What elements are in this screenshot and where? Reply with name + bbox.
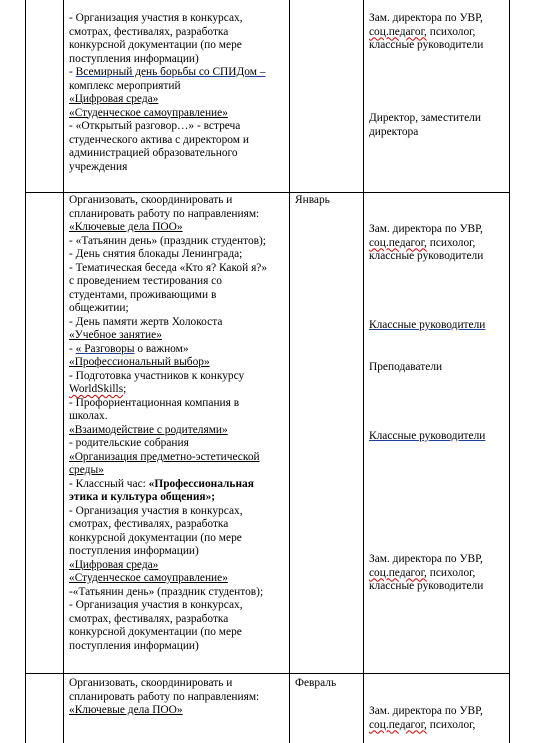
row2-line: WorldSkills; [69,383,127,395]
row1-line: - «Открытый разговор…» - встреча [69,120,241,132]
resp-line: соц.педагог, психолог, [369,718,476,731]
row2-section-heading: «Учебное занятие» [69,329,162,341]
resp-line: соц.педагог, психолог, [369,566,476,579]
resp-soc-ped: соц.педагог, [369,718,427,731]
row1-line: - Организация участия в конкурсах, [69,12,243,24]
resp-line: Зам. директора по УВР, [369,705,483,717]
row3-line: Организовать, скоординировать и [69,677,233,689]
row1-line: смотрах, фестивалях, разработка [69,25,229,38]
row1-line: студенческого актива с директором и [69,133,249,146]
resp-line: Директор, заместители [369,112,481,124]
row1-line: поступления информации) [69,52,199,65]
row3-content [69,677,259,718]
row3-month: Февраль [295,677,337,689]
row2-line: - «Татьянин день» (праздник студентов); [69,234,266,247]
row1-responsible-b [369,112,481,139]
row2-line: спланировать работу по направлениям: [69,207,260,220]
resp-line: соц.педагог, психолог, [369,236,476,249]
row3-line: спланировать работу по направлениям: [69,690,260,703]
row2-section-heading: «Организация предметно-эстетической [69,450,260,463]
resp-line: соц.педагог, психолог, [369,25,476,38]
row2-line: поступления информации) [69,639,199,652]
column-divider-1 [63,0,64,743]
row1-line: конкурсной документации (по мере [69,39,242,51]
row2-line: - « Разговоры о важном» [69,342,189,355]
row2-section-heading: «Цифровая среда» [69,558,159,571]
row2-line: - Профориентационная компания в [69,396,240,409]
row2-line: - Организация участия в конкурсах, [69,504,243,517]
resp-line: директора [369,125,419,138]
row2-line: поступления информации) [69,545,199,557]
row2-line: этика и культура общения»; [69,491,216,503]
row2-line: конкурсной документации (по мере [69,626,242,638]
row2-responsible-c: Преподаватели [369,361,443,373]
row2-line: студентами, проживающими в [69,288,217,301]
row2-responsible-e [369,553,483,594]
resp-line: Зам. директора по УВР, [369,553,483,565]
row1-line: - Всемирный день борьбы со СПИДом – [69,66,266,78]
row2-line: - Классный час: «Профессиональная [69,477,254,490]
row2-line: - Тематическая беседа «Кто я? Какой я?» [69,261,268,274]
row2-line: Организовать, скоординировать и [69,194,233,206]
resp-line: классные руководители [369,250,484,262]
row3-responsible-a [369,705,483,732]
row2-month: Январь [295,194,330,206]
row-divider-1 [25,192,510,193]
resp-line: классные руководители [369,39,484,51]
row2-worldskills: WorldSkills [69,383,124,395]
row1-line: администрацией образовательного [69,147,238,159]
resp-line: классные руководители [369,580,484,592]
row2-line: -«Татьянин день» (праздник студентов); [69,585,264,598]
row1-responsible-a [369,12,483,53]
row2-talks-link: « Разговоры [75,342,135,355]
row3-section-heading: «Ключевые дела ПОО» [69,704,183,716]
row2-line: смотрах, фестивалях, разработка [69,518,229,530]
row2-section-heading: среды» [69,464,104,476]
row2-section-heading: «Взаимодействие с родителями» [69,423,228,436]
row1-section-heading: «Студенческое самоуправление» [69,106,228,119]
resp-soc-ped: соц.педагог, [369,236,427,249]
row2-line: - родительские собрания [69,437,189,449]
row2-line: - Подготовка участников к конкурсу [69,369,245,382]
row2-section-heading: «Ключевые дела ПОО» [69,221,183,233]
row2-line: - День снятия блокады Ленинграда; [69,248,243,260]
column-divider-2 [289,0,290,743]
row2-responsible-b: Классные руководители [369,319,486,331]
row2-line: школах. [69,410,108,422]
row2-line: с проведением тестирования со [69,275,222,287]
row2-responsible-d: Классные руководители [369,430,486,442]
row1-content [69,12,266,174]
row2-line: - День памяти жертв Холокоста [69,315,223,328]
resp-soc-ped: соц.педагог, [369,566,427,579]
row1-section-heading: «Цифровая среда» [69,93,159,105]
row2-section-heading: «Студенческое самоуправление» [69,572,228,584]
resp-soc-ped: соц.педагог, [369,25,427,38]
row1-event-link: Всемирный день борьбы со СПИДом – [75,66,266,78]
row1-line: комплекс мероприятий [69,79,181,92]
row2-line: конкурсной документации (по мере [69,531,242,544]
row2-responsible-a [369,223,483,264]
column-divider-3 [363,0,364,743]
row2-section-heading: «Профессиональный выбор» [69,356,210,368]
resp-line: Зам. директора по УВР, [369,12,483,24]
row2-line: общежитии; [69,302,129,314]
row2-line: смотрах, фестивалях, разработка [69,612,229,625]
row-divider-2 [25,673,510,674]
table-border-right [509,0,510,743]
table-border-left [25,0,26,743]
row1-line: учреждения [69,160,128,173]
row2-class-hour-title: «Профессиональная [148,477,254,490]
row2-content [69,194,267,653]
row2-line: - Организация участия в конкурсах, [69,599,243,611]
resp-line: Зам. директора по УВР, [369,223,483,235]
